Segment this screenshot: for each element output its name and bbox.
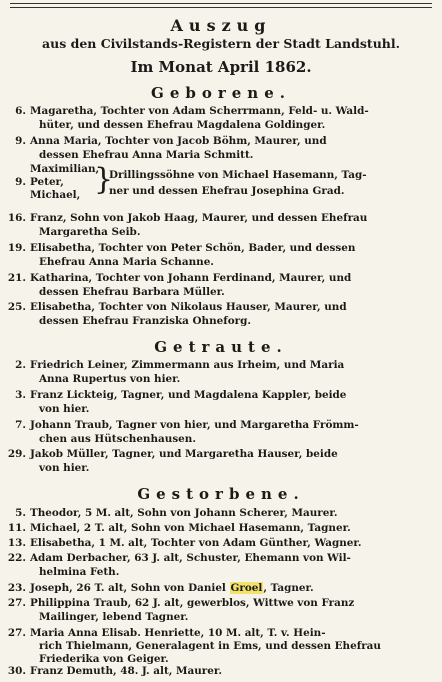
entry-line: Friedrich Leiner, Zimmermann aus Irheim, und Maria — [30, 359, 345, 371]
entry-line: Elisabetha, 1 M. alt, Tochter von Adam Günther, Wagner. — [30, 537, 362, 549]
entry-day: 6. — [15, 105, 26, 117]
triplet-name: Michael, — [30, 189, 81, 201]
triplet-name: Peter, — [30, 176, 64, 188]
entry-day: 11. — [7, 522, 26, 534]
entry-line: hüter, und dessen Ehefrau Magdalena Goldinger. — [39, 119, 326, 131]
entry-day: 27. — [7, 627, 26, 639]
section-heading-births: Geborene. — [151, 84, 291, 102]
entry-line: helmina Feth. — [39, 566, 120, 578]
highlighted-surname: Groel — [230, 582, 263, 594]
document-subtitle: aus den Civilstands-Registern der Stadt Landstuhl. — [42, 36, 400, 51]
document-month: Im Monat April 1862. — [130, 58, 312, 76]
entry-day: 13. — [7, 537, 26, 549]
entry-day: 5. — [15, 507, 26, 519]
entry-line — [30, 581, 438, 597]
top-rule — [10, 3, 432, 8]
entry-line: dessen Ehefrau Franziska Ohneforg. — [39, 315, 252, 327]
entry-line: Adam Derbacher, 63 J. alt, Schuster, Ehemann von Wil- — [30, 552, 351, 564]
entry-line: Johann Traub, Tagner von hier, und Margaretha Frömm- — [30, 419, 359, 431]
entry-line: Jakob Müller, Tagner, und Margaretha Hauser, beide — [30, 448, 338, 460]
entry-line: chen aus Hütschenhausen. — [39, 433, 196, 445]
entry-line: Maria Anna Elisab. Henriette, 10 M. alt, T. v. Hein- — [30, 627, 326, 639]
entry-text: Joseph, 26 T. alt, Sohn von Daniel — [30, 582, 230, 594]
triplet-name: Maximilian, — [30, 163, 100, 175]
entry-day: 16. — [7, 212, 26, 224]
entry-day: 25. — [7, 301, 26, 313]
entry-line: Anna Maria, Tochter von Jacob Böhm, Maurer, und — [30, 135, 327, 147]
section-heading-deaths: Gestorbene. — [137, 485, 305, 503]
entry-line: Ehefrau Anna Maria Schanne. — [39, 256, 214, 268]
entry-line: Katharina, Tochter von Johann Ferdinand, Maurer, und — [30, 272, 352, 284]
entry-day: 30. — [7, 665, 26, 677]
entry-text: , Tagner. — [263, 582, 314, 594]
entry-line: Elisabetha, Tochter von Nikolaus Hauser, Maurer, und — [30, 301, 347, 313]
entry-line: dessen Ehefrau Barbara Müller. — [39, 286, 225, 298]
entry-day: 21. — [7, 272, 26, 284]
entry-line: Margaretha Seib. — [39, 226, 141, 238]
entry-day: 3. — [15, 389, 26, 401]
entry-day: 9. — [15, 176, 26, 188]
entry-day: 2. — [15, 359, 26, 371]
entry-line: Drillingssöhne von Michael Hasemann, Tag- — [109, 169, 367, 181]
entry-day: 29. — [7, 448, 26, 460]
entry-line: Anna Rupertus von hier. — [39, 373, 181, 385]
entry-line: Philippina Traub, 62 J. alt, gewerblos, Wittwe von Franz — [30, 597, 355, 609]
entry-line: Theodor, 5 M. alt, Sohn von Johann Scherer, Maurer. — [30, 507, 338, 519]
entry-day: 22. — [7, 552, 26, 564]
entry-line: Franz Lickteig, Tagner, und Magdalena Kappler, beide — [30, 389, 347, 401]
triplet-names — [30, 163, 99, 202]
entry-day: 9. — [15, 135, 26, 147]
entry-day: 7. — [15, 419, 26, 431]
entry-day: 27. — [7, 597, 26, 609]
entry-line: ner und dessen Ehefrau Josephina Grad. — [109, 185, 345, 197]
entry-line: Magaretha, Tochter von Adam Scherrmann, Feld- u. Wald- — [30, 105, 369, 117]
entry-line: Friederika von Geiger. — [39, 653, 169, 665]
entry-line: Franz, Sohn von Jakob Haag, Maurer, und dessen Ehefrau — [30, 212, 368, 224]
entry-line: Michael, 2 T. alt, Sohn von Michael Hasemann, Tagner. — [30, 522, 351, 534]
entry-day: 19. — [7, 242, 26, 254]
section-heading-marriages: Getraute. — [154, 338, 288, 356]
entry-line: dessen Ehefrau Anna Maria Schmitt. — [39, 149, 254, 161]
entry-line: rich Thielmann, Generalagent in Ems, und dessen Ehefrau — [39, 640, 381, 652]
brace-glyph: } — [94, 162, 114, 197]
entry-line: von hier. — [39, 462, 90, 474]
entry-line: Elisabetha, Tochter von Peter Schön, Bader, und dessen — [30, 242, 356, 254]
entry-line: Mailinger, lebend Tagner. — [39, 611, 189, 623]
entry-line: von hier. — [39, 403, 90, 415]
entry-line: Franz Demuth, 48. J. alt, Maurer. — [30, 665, 222, 677]
document-title: Auszug — [170, 16, 272, 35]
entry-day: 23. — [7, 582, 26, 594]
